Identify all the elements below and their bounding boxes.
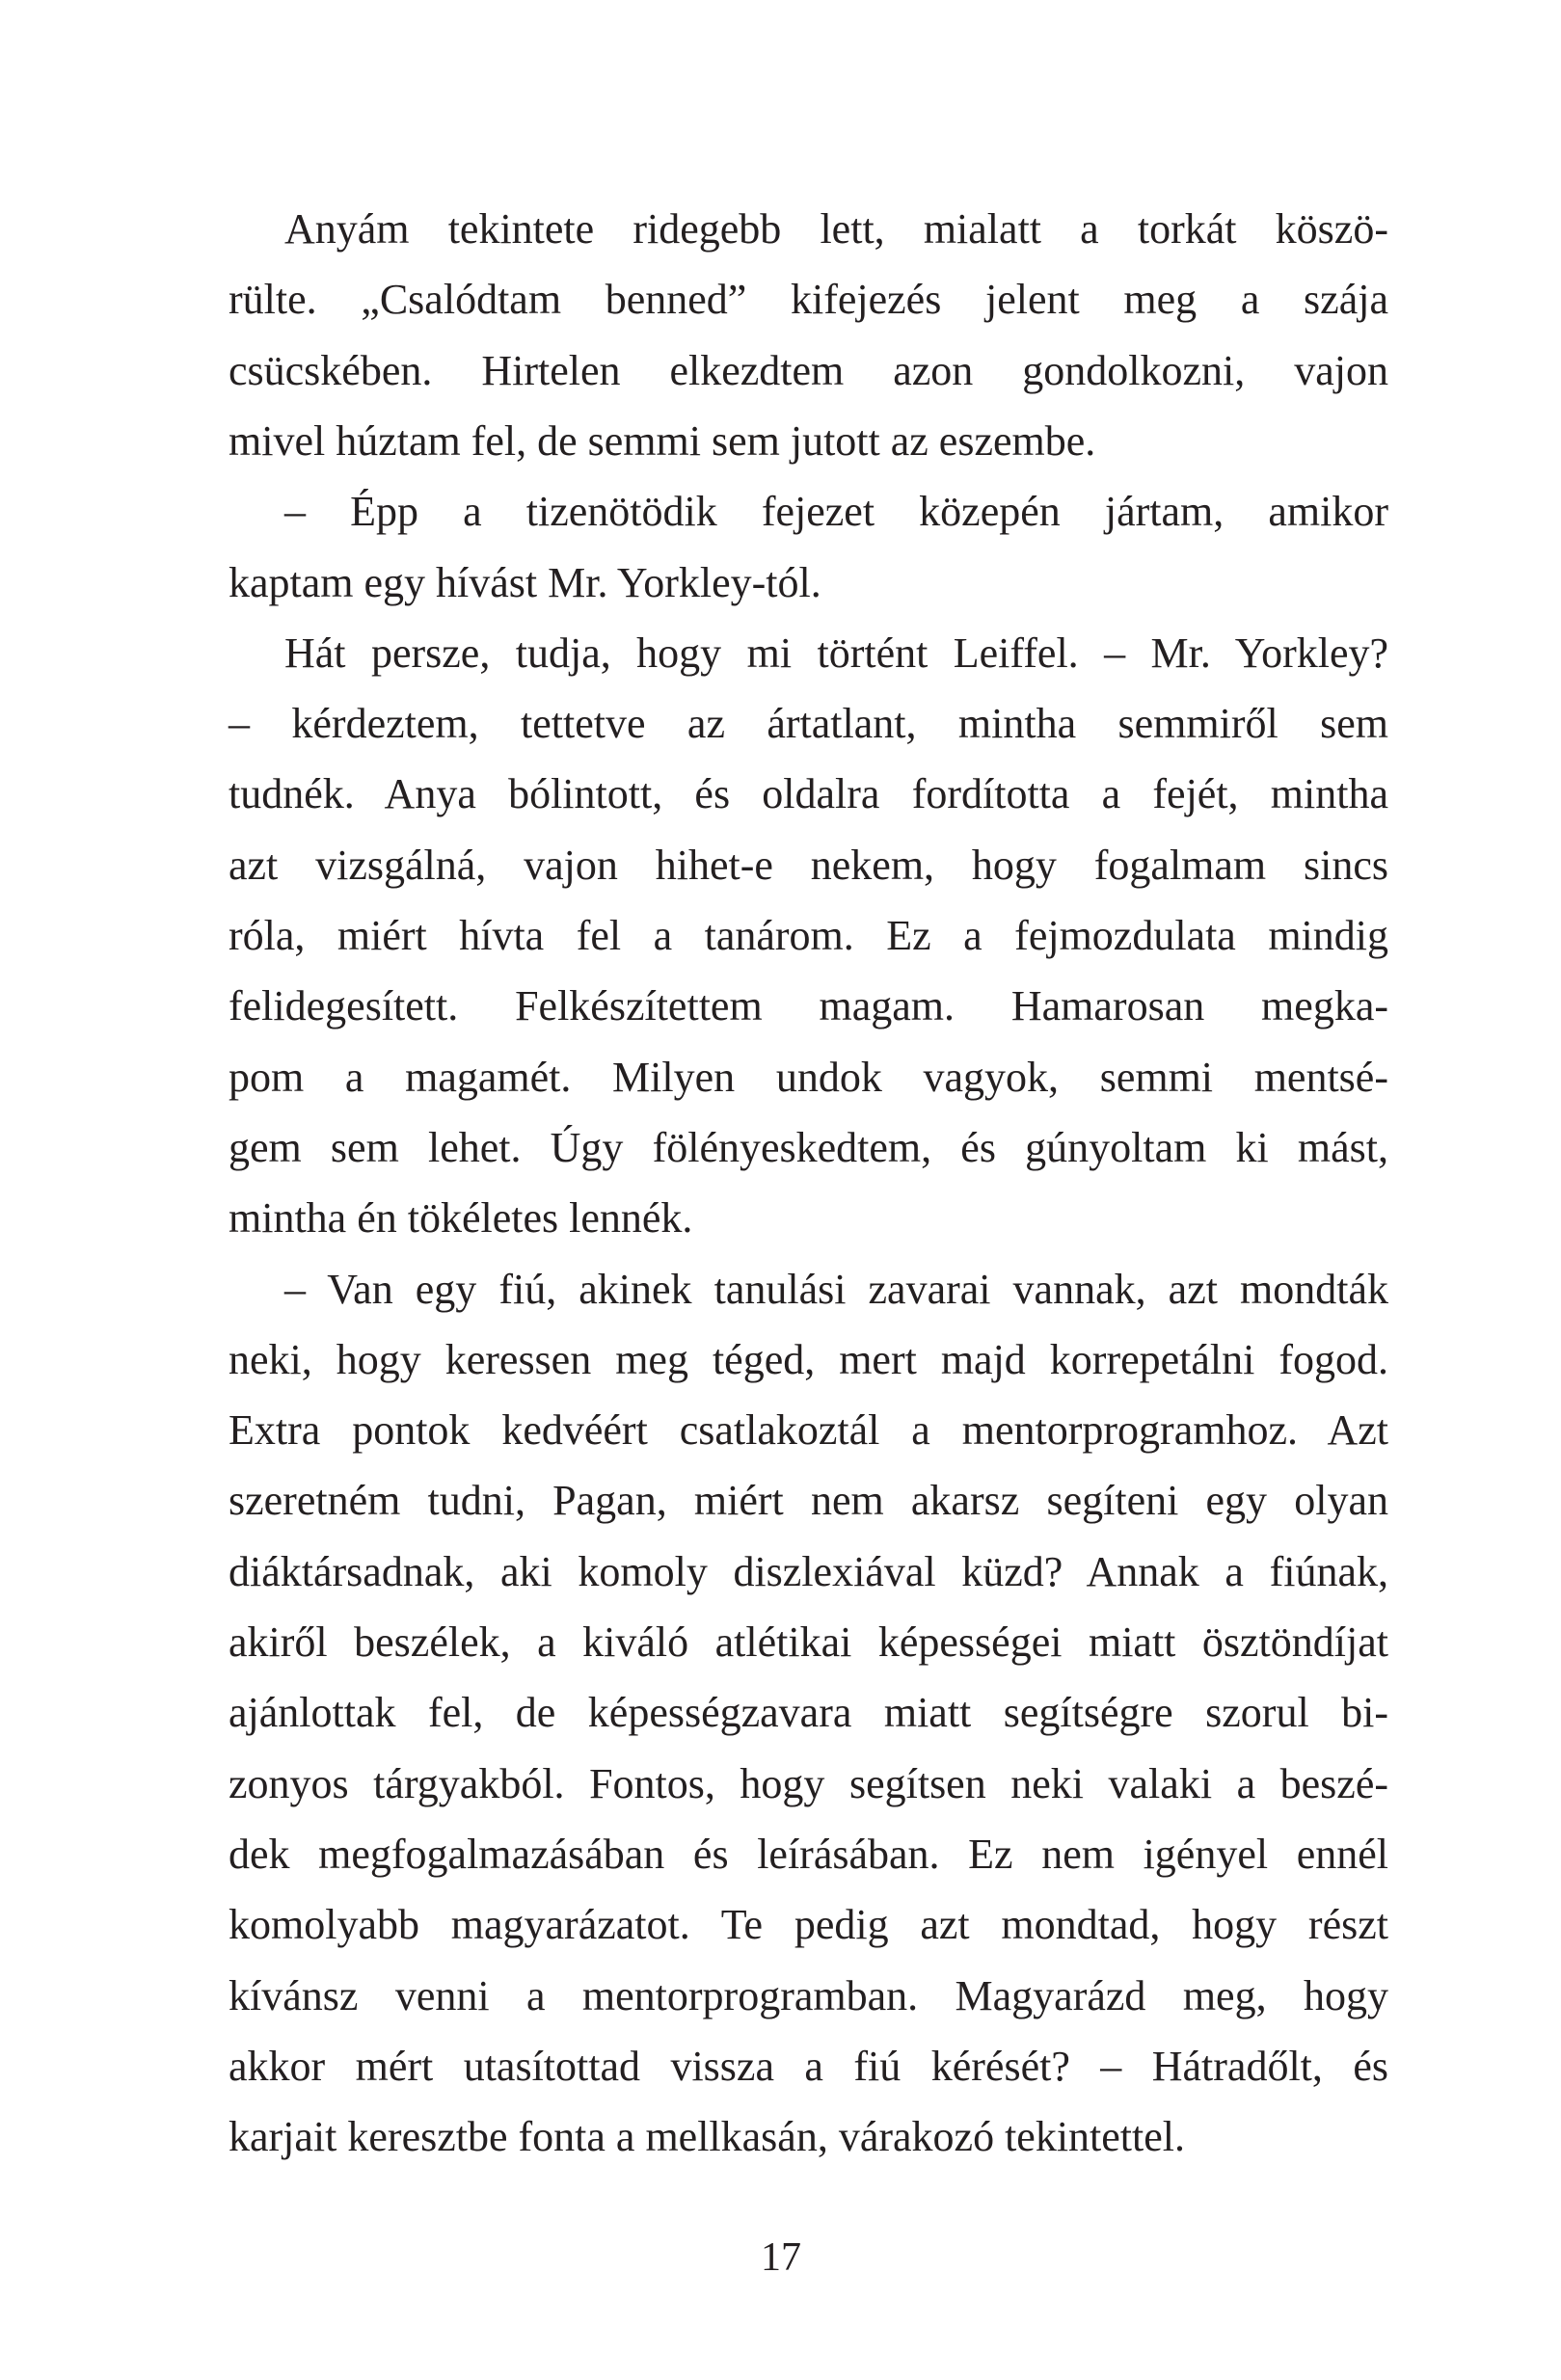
text-line: azt vizsgálná, vajon hihet-e nekem, hogy fogalmam sincs <box>229 841 1388 889</box>
text-line: gem sem lehet. Úgy fölényeskedtem, és gúnyoltam ki mást, <box>229 1123 1388 1171</box>
text-line: csücskében. Hirtelen elkezdtem azon gondolkozni, vajon <box>229 346 1388 394</box>
text-line: ajánlottak fel, de képességzavara miatt segítségre szorul bi- <box>229 1689 1388 1737</box>
text-line: dek megfogalmazásában és leírásában. Ez nem igényel ennél <box>229 1830 1388 1878</box>
text-line: rülte. „Csalódtam benned” kifejezés jelent meg a szája <box>229 276 1388 324</box>
text-line: Extra pontok kedvéért csatlakoztál a mentorprogramhoz. Azt <box>229 1406 1388 1455</box>
text-line: Hát persze, tudja, hogy mi történt Leiffel. – Mr. Yorkley? <box>284 628 1388 677</box>
text-line: szeretném tudni, Pagan, miért nem akarsz segíteni egy olyan <box>229 1477 1388 1525</box>
text-line: mivel húztam fel, de semmi sem jutott az eszembe. <box>229 416 1096 465</box>
text-line: Anyám tekintete ridegebb lett, mialatt a torkát köszö- <box>284 205 1388 253</box>
text-line: karjait keresztbe fonta a mellkasán, várakozó tekintettel. <box>229 2113 1185 2161</box>
text-line: zonyos tárgyakból. Fontos, hogy segítsen neki valaki a beszé- <box>229 1759 1388 1807</box>
text-line: neki, hogy keressen meg téged, mert majd korrepetálni fogod. <box>229 1335 1388 1383</box>
text-line: róla, miért hívta fel a tanárom. Ez a fejmozdulata mindig <box>229 912 1388 959</box>
text-line: komolyabb magyarázatot. Te pedig azt mondtad, hogy részt <box>229 1901 1388 1949</box>
text-line: diáktársadnak, aki komoly diszlexiával küzd? Annak a fiúnak, <box>229 1547 1388 1595</box>
text-line: – Van egy fiú, akinek tanulási zavarai vannak, azt mondták <box>284 1265 1388 1313</box>
body-text <box>229 0 1388 2217</box>
text-line: kaptam egy hívást Mr. Yorkley-tól. <box>229 558 821 606</box>
text-line: – Épp a tizenötödik fejezet közepén jártam, amikor <box>284 488 1388 536</box>
text-line: felidegesített. Felkészítettem magam. Hamarosan megka- <box>229 982 1388 1030</box>
text-line: pom a magamét. Milyen undok vagyok, semmi mentsé- <box>229 1053 1388 1101</box>
text-line: mintha én tökéletes lennék. <box>229 1194 693 1243</box>
page-number: 17 <box>761 2235 801 2280</box>
text-line: tudnék. Anya bólintott, és oldalra fordította a fejét, mintha <box>229 770 1388 818</box>
text-line: akkor mért utasítottad vissza a fiú kérését? – Hátradőlt, és <box>229 2042 1388 2090</box>
text-line: – kérdeztem, tettetve az ártatlant, mintha semmiről sem <box>229 700 1388 748</box>
text-line: kívánsz venni a mentorprogramban. Magyarázd meg, hogy <box>229 1971 1388 2019</box>
text-line: akiről beszélek, a kiváló atlétikai képességei miatt ösztöndíjat <box>229 1618 1388 1666</box>
